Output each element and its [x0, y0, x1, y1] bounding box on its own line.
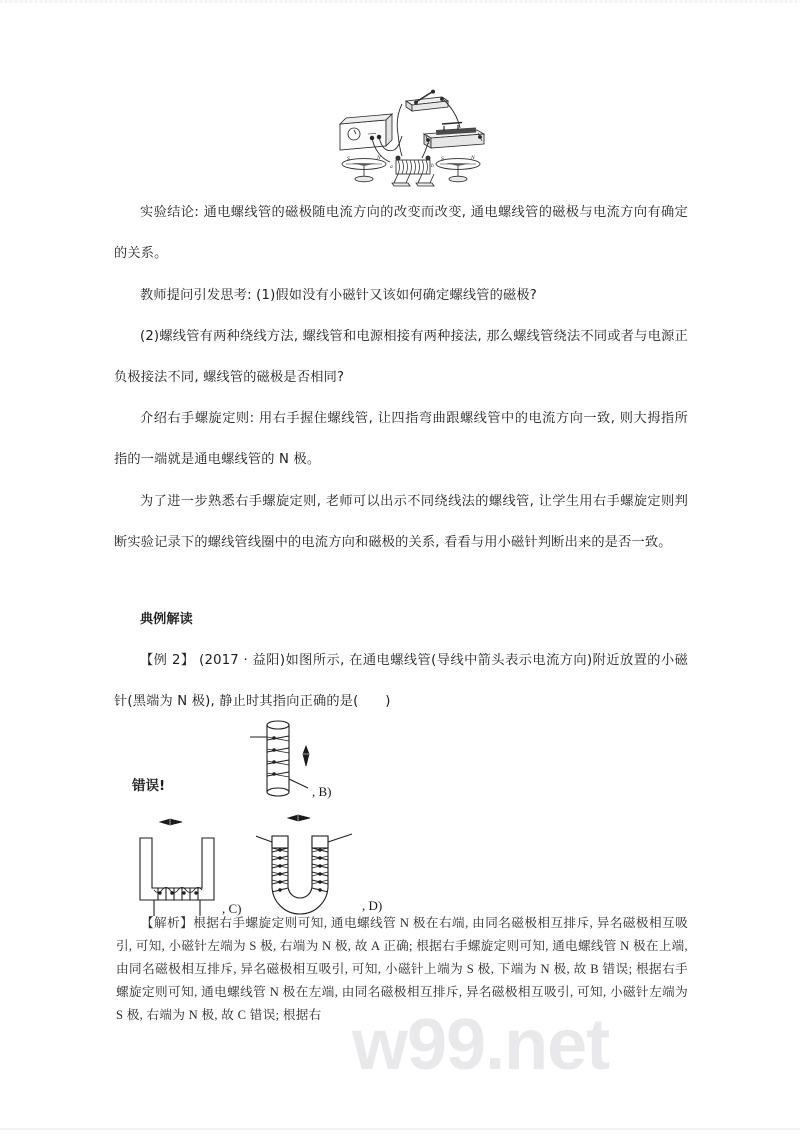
section-heading-examples: 典例解读	[140, 612, 193, 627]
figure-experiment-apparatus	[332, 88, 492, 192]
paragraph-teacher-question-1: 教师提问引发思考: (1)假如没有小磁针又该如何确定螺线管的磁极?	[140, 288, 537, 303]
label-solenoid-a: a	[390, 164, 393, 170]
scan-edge-bottom	[0, 1128, 800, 1130]
rheostat-icon	[424, 123, 484, 149]
power-supply-icon	[340, 114, 392, 150]
watermark: w99.net	[352, 1005, 610, 1085]
figure-option-b	[250, 716, 380, 816]
paragraph-example-2: 【例 2】 (2017 · 益阳)如图所示, 在通电螺线管(导线中箭头表示电流方向)附近放置的小磁针(黑端为 N 极), 静止时其指向正确的是( )	[114, 653, 688, 709]
error-note: 错误!	[132, 778, 166, 794]
option-d-label: , D)	[362, 898, 383, 913]
compass-right-icon	[436, 159, 480, 182]
label-compass-right-s: S	[441, 156, 444, 162]
analysis-paragraph: 【解析】根据右手螺旋定则可知, 通电螺线管 N 极在右端, 由同名磁极相互排斥, 异名磁极相互吸引, 可知, 小磁针左端为 S 极, 右端为 N 极, 故 A 正确; 根据右手螺旋定则可知, 通电螺线管 N 极在上端, 由同名磁极相互排斥, 异名磁极相互吸引, 可知, 小磁针上端为 S 极, 下端为 N 极, 故 B 错误; 根据右手螺旋定则可知, 通电螺线管 N 极在左端, 由同名磁极相互排斥, 异名磁极相互吸引, 可知, 小磁针左端为 S 极, 右端为 N 极, 故 C 错误; 根据右	[116, 916, 688, 1022]
compass-needle-c	[160, 819, 182, 825]
solenoid-icon	[392, 156, 434, 186]
label-compass-left-n: N	[377, 155, 381, 161]
figure-option-d	[256, 806, 421, 921]
paragraph-conclusion: 实验结论: 通电螺线管的磁极随电流方向的改变而改变, 通电螺线管的磁极与电流方向有确定的关系。	[114, 205, 688, 261]
option-b-label: , B)	[312, 784, 332, 799]
label-solenoid-b: b	[431, 163, 434, 169]
compass-needle-d	[288, 815, 310, 821]
switch-icon	[406, 90, 448, 111]
scan-edge-top	[0, 0, 800, 3]
paragraph-teacher-question-2: (2)螺线管有两种绕线方法, 螺线管和电源相接有两种接法, 那么螺线管绕法不同或者与电源正负极接法不同, 螺线管的磁极是否相同?	[114, 329, 688, 385]
paragraph-right-hand-rule: 介绍右手螺旋定则: 用右手握住螺线管, 让四指弯曲跟螺线管中的电流方向一致, 则大拇指所指的一端就是通电螺线管的 N 极。	[114, 411, 688, 467]
label-compass-left-s: S	[347, 156, 350, 162]
option-c-label: , C)	[222, 901, 242, 916]
compass-left-icon	[342, 159, 386, 182]
compass-needle-b	[303, 746, 309, 766]
label-compass-right-n: N	[471, 155, 475, 161]
figure-option-c	[128, 812, 273, 920]
paragraph-practice: 为了进一步熟悉右手螺旋定则, 老师可以出示不同绕线法的螺线管, 让学生用右手螺旋定则判断实验记录下的螺线管线圈中的电流方向和磁极的关系, 看看与用小磁针判断出来的是否一致。	[114, 494, 688, 550]
